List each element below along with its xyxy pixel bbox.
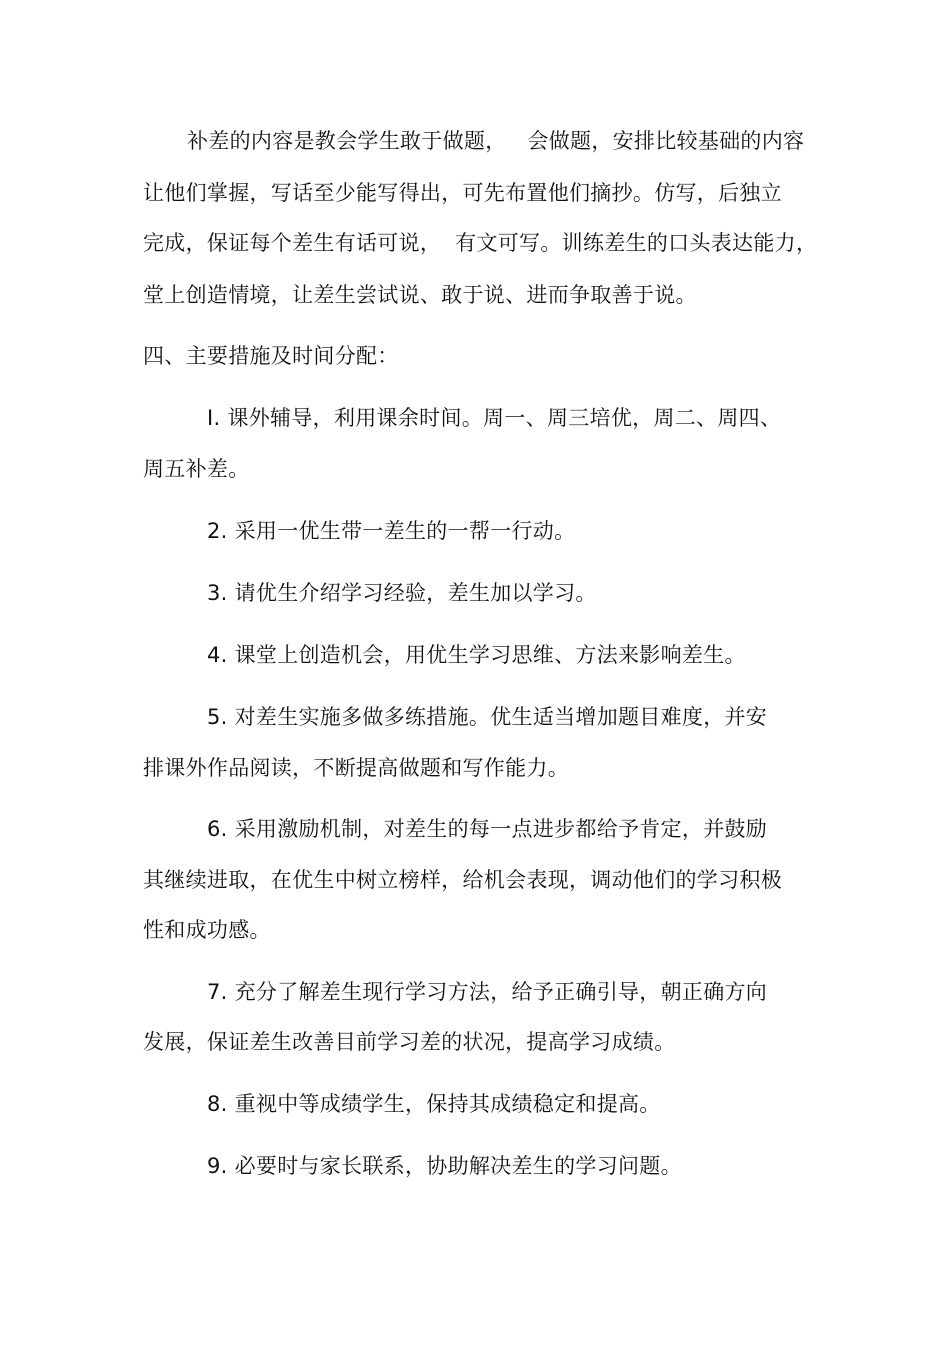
text-line: 排课外作品阅读，不断提高做题和写作能力。	[143, 756, 569, 780]
text-line: 7. 充分了解差生现行学习方法，给予正确引导，朝正确方向	[207, 980, 768, 1004]
text-line: 5. 对差生实施多做多练措施。优生适当增加题目难度，并安	[207, 705, 768, 729]
text-line: 6. 采用激励机制，对差生的每一点进步都给予肯定，并鼓励	[207, 817, 768, 841]
list-item: 2. 采用一优生带一差生的一帮一行动。	[207, 519, 576, 543]
list-item: 8. 重视中等成绩学生，保持其成绩稳定和提高。	[207, 1092, 661, 1116]
list-item: 9. 必要时与家长联系，协助解决差生的学习问题。	[207, 1154, 682, 1178]
text-line: 其继续进取，在优生中树立榜样，给机会表现，调动他们的学习积极	[143, 868, 782, 892]
list-item: 3. 请优生介绍学习经验，差生加以学习。	[207, 581, 597, 605]
text-line: I. 课外辅导，利用课余时间。周一、周三培优，周二、周四、	[207, 406, 782, 430]
text-line: 完成，保证每个差生有话可说， 有文可写。训练差生的口头表达能力，	[143, 231, 818, 255]
text-line: 堂上创造情境，让差生尝试说、敢于说、进而争取善于说。	[143, 283, 697, 307]
text-line: 补差的内容是教会学生敢于做题， 会做题，安排比较基础的内容	[187, 129, 805, 153]
text-line: 周五补差。	[143, 457, 250, 481]
text-line: 性和成功感。	[143, 918, 271, 942]
list-item: 4. 课堂上创造机会，用优生学习思维、方法来影响差生。	[207, 643, 746, 667]
section-heading: 四、主要措施及时间分配：	[143, 344, 399, 368]
text-line: 让他们掌握，写话至少能写得出，可先布置他们摘抄。仿写，后独立	[143, 181, 782, 205]
text-line: 发展，保证差生改善目前学习差的状况，提高学习成绩。	[143, 1030, 676, 1054]
